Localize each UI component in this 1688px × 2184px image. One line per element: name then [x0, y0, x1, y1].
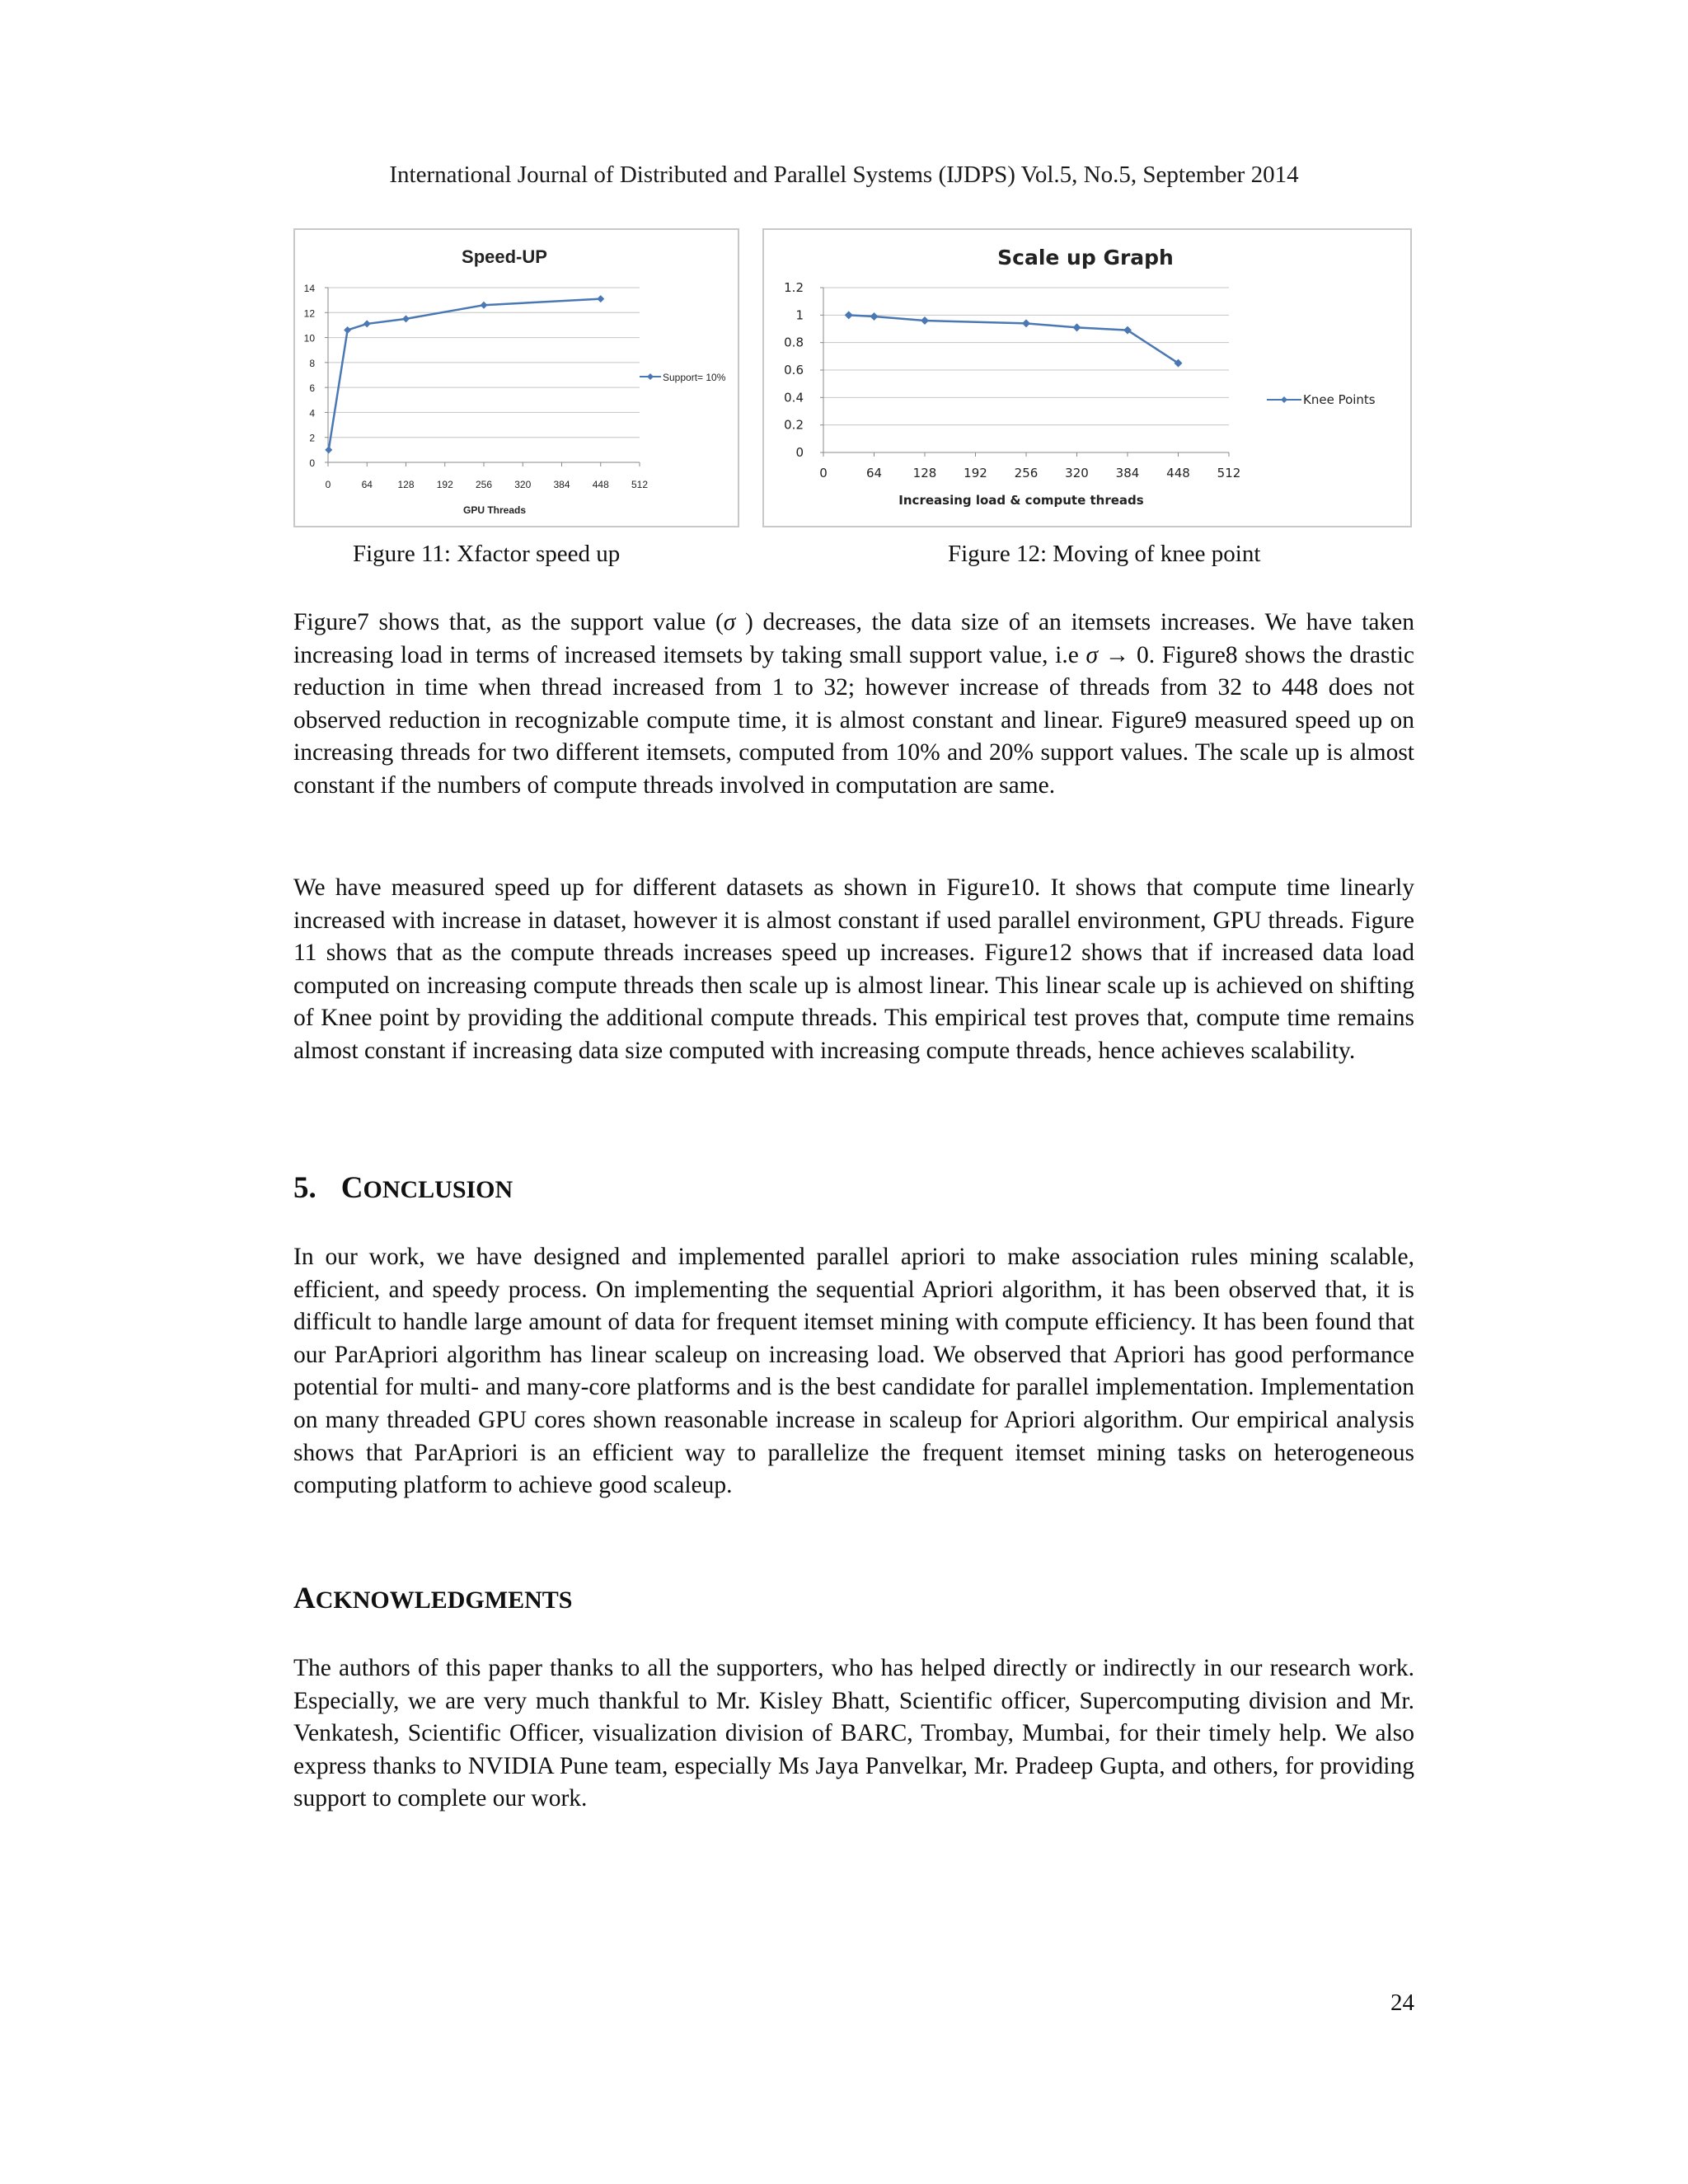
scaleup-chart-svg — [764, 230, 1410, 526]
legend-label: Knee Points — [1303, 392, 1376, 407]
data-point — [325, 446, 332, 453]
paragraph-acknowledgments: The authors of this paper thanks to all the supporters, who has helped directly or indirectly in our research work. Especially, we are very much thankful to Mr. Kisley Bhatt, Scientific officer, Supercomputing division and Mr. Venkatesh, Scientific Officer, visualization division of BARC, Trombay, Mumbai, for their timely help. We also express thanks to NVIDIA Pune team, especially Ms Jaya Panvelkar, Mr. Pradeep Gupta, and others, for providing support to complete our work. — [293, 1655, 1414, 1812]
y-tick-label: 0 — [795, 445, 804, 460]
chart-title: Scale up Graph — [997, 246, 1174, 269]
sigma-symbol: σ — [723, 609, 736, 635]
x-tick-label: 512 — [1217, 466, 1241, 480]
figure-12-caption: Figure 12: Moving of knee point — [948, 541, 1261, 567]
x-tick-label: 64 — [865, 466, 883, 480]
data-point — [1073, 323, 1081, 331]
y-tick-label: 8 — [309, 357, 315, 369]
x-axis-title: Increasing load & compute threads — [898, 493, 1144, 508]
x-axis-title: GPU Threads — [462, 504, 527, 516]
data-point — [1022, 319, 1030, 327]
y-tick-label: 1.2 — [784, 280, 804, 295]
page-number: 24 — [1390, 1990, 1414, 2016]
legend-marker — [647, 373, 654, 380]
x-tick-label: 0 — [819, 466, 828, 480]
data-point — [402, 315, 410, 322]
y-tick-label: 0.4 — [784, 390, 804, 405]
y-tick-label: 0 — [309, 457, 315, 469]
x-tick-label: 512 — [631, 479, 649, 490]
y-tick-label: 12 — [303, 307, 315, 320]
legend-label: Support= 10% — [663, 372, 726, 383]
data-point — [921, 316, 929, 325]
chart-title: Speed-UP — [462, 246, 547, 267]
x-tick-label: 448 — [1166, 466, 1190, 480]
x-tick-label: 448 — [592, 479, 609, 490]
y-tick-label: 1 — [795, 307, 804, 323]
y-tick-label: 2 — [309, 432, 315, 444]
x-tick-label: 256 — [1014, 466, 1039, 480]
data-point — [870, 312, 879, 321]
journal-header: International Journal of Distributed and Parallel Systems (IJDPS) Vol.5, No.5, September 2014 — [389, 162, 1299, 188]
y-tick-label: 6 — [309, 382, 315, 395]
x-tick-label: 384 — [553, 479, 570, 490]
x-tick-label: 256 — [475, 479, 493, 490]
x-tick-label: 384 — [1115, 466, 1140, 480]
figure-11-caption: Figure 11: Xfactor speed up — [353, 541, 621, 567]
x-tick-label: 320 — [1065, 466, 1089, 480]
x-tick-label: 128 — [397, 479, 415, 490]
sigma-symbol-2: σ — [1085, 641, 1099, 668]
scaleup-chart — [762, 228, 1412, 527]
y-tick-label: 0.6 — [784, 363, 804, 377]
y-tick-label: 4 — [309, 407, 315, 419]
series-line — [849, 315, 1179, 363]
x-tick-label: 128 — [912, 466, 937, 480]
y-tick-label: 10 — [303, 332, 315, 344]
paragraph-conclusion: In our work, we have designed and implemented parallel apriori to make association rules mining scalable, efficient, and speedy process. On implementing the sequential Apriori algorithm, it has been observed that, it is difficult to handle large amount of data for frequent itemset mining with compute efficiency. It has been found that our ParApriori algorithm has linear scaleup on increasing load. We observed that Apriori has good performance potential for multi- and many-core platforms and is the best candidate for parallel implementation. Implementation on many threaded GPU cores shown reasonable increase in scaleup for Apriori algorithm. Our empirical analysis shows that ParApriori is an efficient way to parallelize the frequent itemset mining tasks on heterogeneous computing platform to achieve good scaleup. — [293, 1244, 1414, 1499]
paragraph-results-1: Figure7 shows that, as the support value (σ ) decreases, the data size of an itemsets increases. We have taken increasing load in terms of increased itemsets by taking small support value, i.e σ → 0. Figure8 shows the drastic reduction in time when thread increased from 1 to 32; however increase of threads from 32 to 448 does not observed reduction in recognizable compute time, it is almost constant and linear. Figure9 measured speed up on increasing threads for two different itemsets, computed from 10% and 20% support values. The scale up is almost constant if the numbers of compute threads involved in computation are same. — [293, 609, 1415, 799]
acknowledgments-heading: ACKNOWLEDGMENTS — [293, 1582, 573, 1615]
x-tick-label: 64 — [361, 479, 373, 490]
data-point — [845, 311, 853, 319]
paragraph-results-2: We have measured speed up for different datasets as shown in Figure10. It shows that compute time linearly increased with increase in dataset, however it is almost constant if used parallel environment, GPU threads. Figure 11 shows that as the compute threads increases speed up increases. Figure12 shows that if increased data load computed on increasing compute threads then scale up is almost linear. This linear scale up is achieved on shifting of Knee point by providing the additional compute threads. This empirical test proves that, compute time remains almost constant if increasing data size computed with increasing compute threads, hence achieves scalability. — [293, 874, 1414, 1064]
series-line — [329, 299, 601, 450]
data-point — [344, 326, 351, 334]
data-point — [363, 320, 371, 327]
arrow-symbol: → — [1104, 641, 1130, 668]
x-tick-label: 192 — [436, 479, 453, 490]
x-tick-label: 320 — [514, 479, 532, 490]
x-tick-label: 0 — [325, 479, 331, 490]
data-point — [597, 295, 604, 302]
data-point — [481, 302, 488, 309]
y-tick-label: 0.8 — [784, 335, 804, 350]
y-tick-label: 0.2 — [784, 417, 804, 433]
speedup-chart-svg — [295, 230, 738, 526]
speedup-chart — [293, 228, 739, 527]
x-tick-label: 192 — [964, 466, 987, 480]
y-tick-label: 14 — [303, 283, 315, 294]
conclusion-heading: 5. CONCLUSION — [293, 1171, 513, 1205]
legend-marker — [1281, 396, 1287, 403]
